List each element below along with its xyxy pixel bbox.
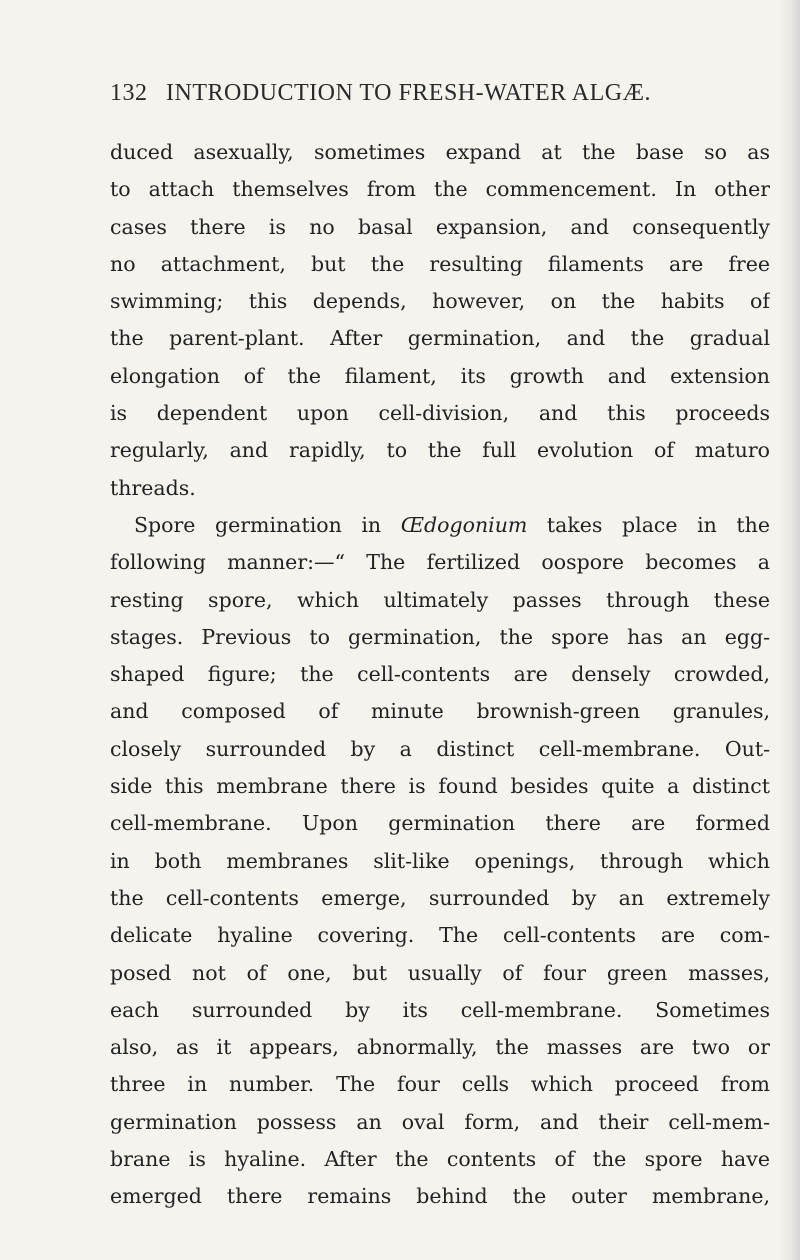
text-line: and composed of minute brownish-green granules,: [110, 699, 770, 724]
text-line: cases there is no basal expansion, and consequently: [110, 214, 770, 239]
page-number: 132: [110, 80, 148, 106]
text-line: the cell-contents emerge, surrounded by an extremely: [110, 885, 770, 910]
text-line: brane is hyaline. After the contents of the spore have: [110, 1147, 770, 1172]
text-line: resting spore, which ultimately passes through these: [110, 587, 770, 612]
text-line: in both membranes slit-like openings, through which: [110, 848, 770, 873]
text-line: closely surrounded by a distinct cell-membrane. Out-: [110, 736, 770, 761]
page-edge-shadow: [778, 0, 800, 1260]
body-text: [110, 134, 770, 1216]
text-line: the parent-plant. After germination, and the gradual: [110, 326, 770, 351]
text-line: following manner:—“ The fertilized oospore becomes a: [110, 550, 770, 575]
text-run: Spore germination in: [134, 512, 401, 537]
text-line: delicate hyaline covering. The cell-contents are com-: [110, 923, 770, 948]
text-line: cell-membrane. Upon germination there are formed: [110, 811, 770, 836]
running-title: INTRODUCTION TO FRESH-WATER ALGÆ.: [166, 80, 651, 106]
text-line: to attach themselves from the commencement. In other: [110, 177, 770, 202]
paragraph-first-line: [110, 507, 770, 544]
text-line: shaped figure; the cell-contents are densely crowded,: [110, 662, 770, 687]
text-line: emerged there remains behind the outer membrane,: [110, 1184, 770, 1209]
running-head: [110, 80, 770, 116]
text-line: elongation of the filament, its growth and extension: [110, 363, 770, 388]
text-line: no attachment, but the resulting filaments are free: [110, 251, 770, 276]
text-run: takes place in the: [527, 512, 770, 537]
text-line: side this membrane there is found besides quite a distinct: [110, 774, 770, 799]
text-line: each surrounded by its cell-membrane. Sometimes: [110, 997, 770, 1022]
text-line: regularly, and rapidly, to the full evolution of maturo: [110, 438, 770, 463]
text-line: three in number. The four cells which proceed from: [110, 1072, 770, 1097]
text-line: swimming; this depends, however, on the habits of: [110, 289, 770, 314]
text-line: stages. Previous to germination, the spore has an egg-: [110, 624, 770, 649]
text-line: germination possess an oval form, and their cell-mem-: [110, 1109, 770, 1134]
text-line: threads.: [110, 475, 196, 500]
genus-name: Œdogonium: [400, 512, 528, 537]
text-line: posed not of one, but usually of four green masses,: [110, 960, 770, 985]
text-line: duced asexually, sometimes expand at the base so as: [110, 140, 770, 164]
text-line: also, as it appears, abnormally, the masses are two or: [110, 1035, 770, 1060]
text-line: is dependent upon cell-division, and this proceeds: [110, 401, 770, 426]
